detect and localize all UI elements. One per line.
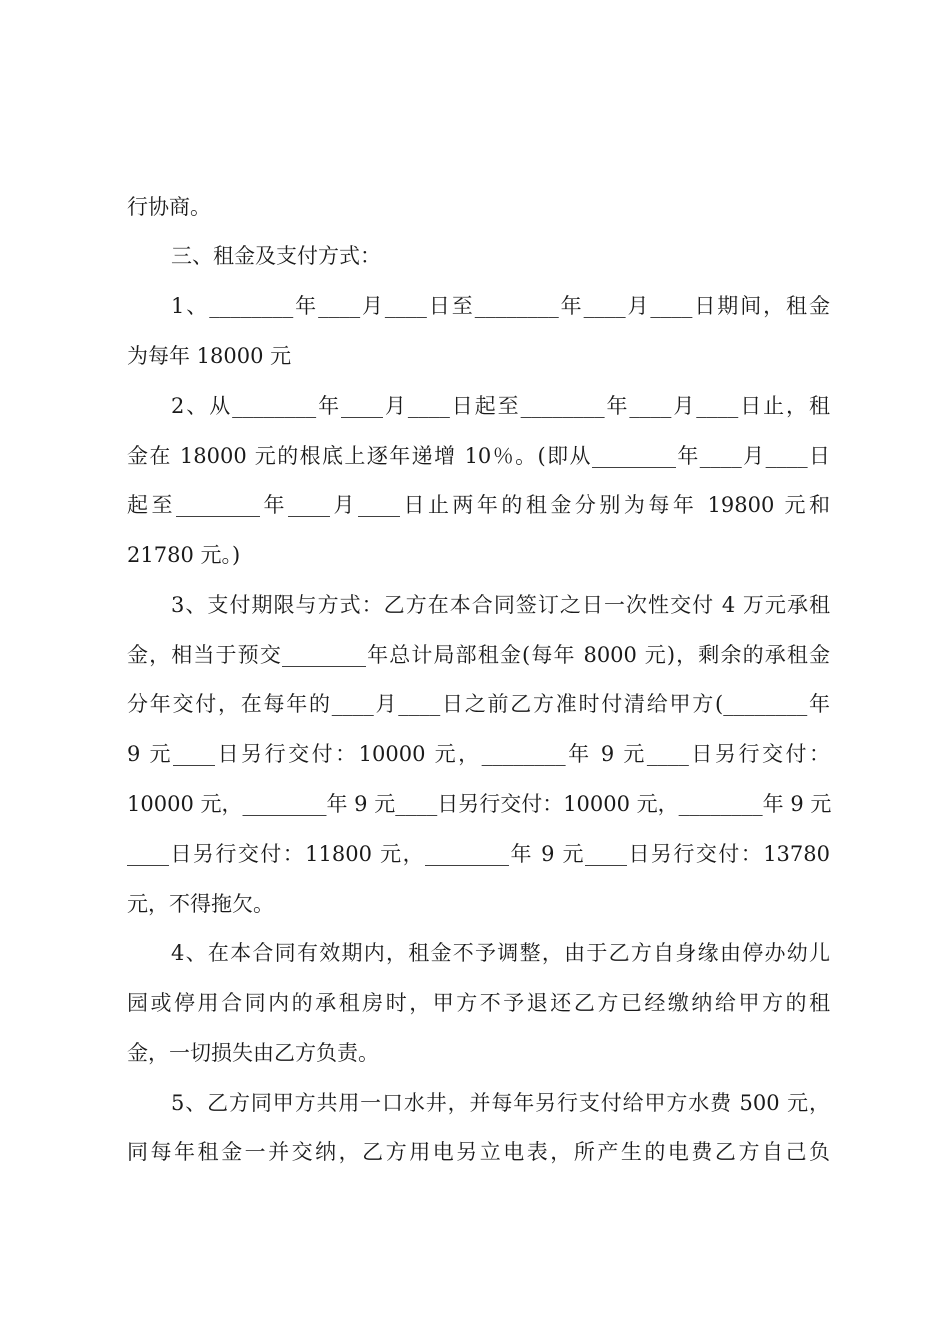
text-line: 21780 元。) [127, 543, 241, 567]
text-line: 金在 18000 元的根底上逐年递增 10％。(即从________年____月____日 [127, 444, 830, 468]
text-line: 元，不得拖欠。 [127, 892, 274, 916]
text-line: 为每年 18000 元 [127, 344, 292, 368]
text-line: 10000 元，________年 9 元____日另行交付：10000 元，________年 9 元 [127, 792, 832, 816]
text-line: 分年交付，在每年的____月____日之前乙方准时付清给甲方(________年 [127, 692, 830, 716]
text-line: 4、在本合同有效期内，租金不予调整，由于乙方自身缘由停办幼儿 [171, 941, 830, 965]
text-line: ____日另行交付：11800 元，________年 9 元____日另行交付：13780 [127, 842, 830, 866]
text-line: 起至________年____月____日止两年的租金分别为每年 19800 元和 [127, 493, 830, 517]
text-line: 同每年租金一并交纳，乙方用电另立电表，所产生的电费乙方自己负 [127, 1140, 830, 1164]
text-line: 金，相当于预交________年总计局部租金(每年 8000 元)，剩余的承租金 [127, 643, 830, 667]
text-line: 1、________年____月____日至________年____月____日期间，租金 [171, 294, 830, 318]
text-line: 5、乙方同甲方共用一口水井，并每年另行支付给甲方水费 500 元， [171, 1091, 830, 1115]
text-line: 3、支付期限与方式：乙方在本合同签订之日一次性交付 4 万元承租 [171, 593, 830, 617]
text-line: 金，一切损失由乙方负责。 [127, 1041, 379, 1065]
text-line: 9 元____日另行交付：10000 元，________年 9 元____日另行交付： [127, 742, 830, 766]
text-line: 园或停用合同内的承租房时，甲方不予退还乙方已经缴纳给甲方的租 [127, 991, 830, 1015]
text-line: 行协商。 [127, 195, 211, 219]
section-heading: 三、租金及支付方式： [171, 244, 381, 268]
text-line: 2、从________年____月____日起至________年____月____日止，租 [171, 394, 830, 418]
